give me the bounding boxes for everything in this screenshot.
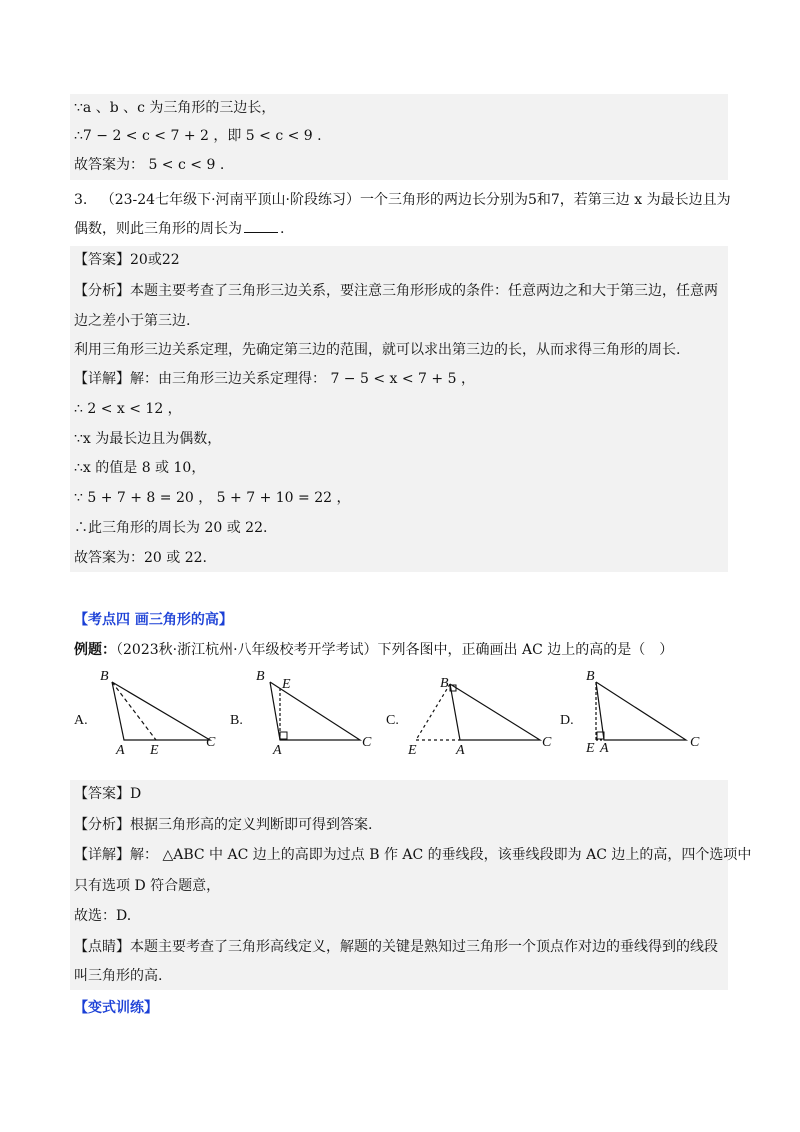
point-label: C (362, 735, 372, 750)
example-label: 例题： (74, 642, 116, 658)
option-label: B. (230, 713, 243, 728)
solution-line: 故答案为： 5 < c < 9 . (74, 157, 225, 173)
detail-line: ∵x 为最长边且为偶数， (74, 431, 222, 447)
answer-line: 【答案】D (74, 786, 142, 802)
option-label: A. (74, 713, 88, 728)
figure-d (596, 682, 686, 740)
point-label: A (456, 743, 465, 758)
example-text: （2023秋·浙江杭州·八年级校考开学考试）下列各图中，正确画出 AC 边上的高的是（ ） (116, 642, 674, 658)
point-label: C (542, 735, 552, 750)
point-label: E (586, 741, 595, 756)
analysis-line: 【分析】根据三角形高的定义判断即可得到答案. (74, 817, 373, 833)
point-label: E (408, 743, 417, 758)
point-label: B (440, 676, 449, 691)
section-heading: 【考点四 画三角形的高】 (74, 612, 233, 628)
point-label: A (116, 743, 125, 758)
point-label: B (256, 669, 265, 684)
point-label: E (282, 677, 291, 692)
point-label: C (690, 735, 700, 750)
point-label: B (586, 669, 595, 684)
detail-line: 只有选项 D 符合题意， (74, 878, 221, 894)
point-label: A (600, 741, 609, 756)
analysis-line: 【分析】本题主要考查了三角形三边关系，要注意三角形形成的条件：任意两边之和大于第三边，任意两 (74, 283, 718, 299)
detail-line: 【详解】解： △ABC 中 AC 边上的高即为过点 B 作 AC 的垂线段，该垂线段即为 AC 边上的高，四个选项中 (74, 847, 752, 863)
analysis-line: 利用三角形三边关系定理，先确定第三边的范围，就可以求出第三边的长，从而求得三角形的周长. (74, 342, 681, 358)
question-3-line-2 (74, 219, 284, 239)
detail-line: ∴ 2 < x < 12 ， (74, 401, 182, 417)
question-text: . (280, 221, 285, 237)
variant-heading: 【变式训练】 (74, 1000, 158, 1016)
detail-line: 【详解】解：由三角形三边关系定理得： 7 − 5 < x < 7 + 5 ， (74, 371, 475, 387)
detail-line: ∵ 5 + 7 + 8 = 20 ， 5 + 7 + 10 = 22 ， (74, 490, 351, 506)
question-3-line-1 (74, 190, 731, 210)
analysis-line: 边之差小于第三边. (74, 313, 191, 329)
choose-line: 故选：D. (74, 908, 132, 924)
point-label: E (150, 743, 159, 758)
comment-line: 【点睛】本题主要考查了三角形高线定义，解题的关键是熟知过三角形一个顶点作对边的垂线得到的线段 (74, 939, 718, 955)
detail-line: ∴此三角形的周长为 20 或 22. (74, 520, 268, 536)
question-text: 一个三角形的两边长分别为5和7，若第三边 x 为最长边且为 (359, 192, 731, 208)
answer-line: 【答案】20或22 (74, 252, 180, 268)
option-label: C. (386, 713, 399, 728)
option-label: D. (560, 713, 574, 728)
point-label: C (206, 735, 216, 750)
question-number: 3. (74, 192, 88, 208)
comment-line: 叫三角形的高. (74, 968, 163, 984)
point-label: A (273, 743, 282, 758)
question-source: （23-24七年级下·河南平顶山·阶段练习） (100, 192, 360, 208)
triangle-figures (70, 662, 730, 758)
conclusion-line: 故答案为：20 或 22. (74, 550, 207, 566)
point-label: B (100, 669, 109, 684)
detail-line: ∴x 的值是 8 或 10， (74, 460, 206, 476)
example-line (74, 640, 673, 660)
answer-blank (244, 220, 278, 233)
solution-line: ∴7 − 2 < c < 7 + 2 ，即 5 < c < 9 . (74, 128, 322, 144)
solution-line: ∵a 、b 、c 为三角形的三边长， (74, 100, 276, 116)
figure-a (112, 682, 210, 740)
question-text: 偶数，则此三角形的周长为 (74, 221, 242, 237)
figure-c (416, 684, 540, 740)
